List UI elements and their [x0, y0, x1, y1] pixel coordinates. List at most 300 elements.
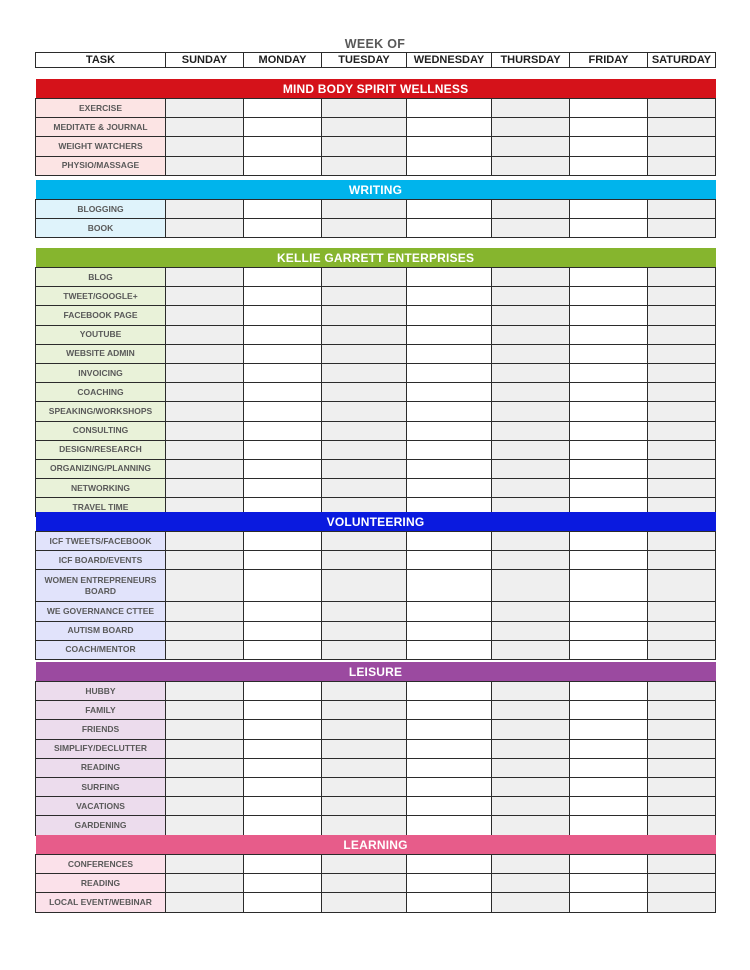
task-label: FAMILY	[36, 701, 166, 720]
day-cell-monday[interactable]	[244, 479, 322, 498]
day-cell-friday[interactable]	[570, 440, 648, 459]
day-cell-wednesday[interactable]	[407, 777, 492, 796]
day-cell-tuesday[interactable]	[322, 306, 407, 325]
day-cell-sunday[interactable]	[166, 720, 244, 739]
day-cell-thursday[interactable]	[492, 893, 570, 912]
day-cell-friday[interactable]	[570, 363, 648, 382]
day-cell-tuesday[interactable]	[322, 363, 407, 382]
day-cell-friday[interactable]	[570, 855, 648, 874]
day-cell-tuesday[interactable]	[322, 479, 407, 498]
day-cell-tuesday[interactable]	[322, 893, 407, 912]
day-cell-tuesday[interactable]	[322, 621, 407, 640]
day-cell-monday[interactable]	[244, 383, 322, 402]
day-cell-friday[interactable]	[570, 816, 648, 835]
day-cell-saturday[interactable]	[648, 874, 716, 893]
day-cell-sunday[interactable]	[166, 640, 244, 659]
day-cell-saturday[interactable]	[648, 797, 716, 816]
day-cell-saturday[interactable]	[648, 99, 716, 118]
task-row	[36, 440, 716, 459]
day-cell-friday[interactable]	[570, 200, 648, 219]
day-cell-friday[interactable]	[570, 156, 648, 175]
day-cell-sunday[interactable]	[166, 99, 244, 118]
day-cell-saturday[interactable]	[648, 893, 716, 912]
day-cell-friday[interactable]	[570, 268, 648, 287]
day-cell-monday[interactable]	[244, 640, 322, 659]
day-cell-monday[interactable]	[244, 777, 322, 796]
day-cell-saturday[interactable]	[648, 402, 716, 421]
column-header-sunday: SUNDAY	[166, 53, 244, 68]
day-cell-monday[interactable]	[244, 701, 322, 720]
day-cell-friday[interactable]	[570, 777, 648, 796]
day-cell-sunday[interactable]	[166, 621, 244, 640]
day-cell-monday[interactable]	[244, 621, 322, 640]
day-cell-saturday[interactable]	[648, 479, 716, 498]
day-cell-saturday[interactable]	[648, 532, 716, 551]
day-cell-thursday[interactable]	[492, 287, 570, 306]
column-header-monday: MONDAY	[244, 53, 322, 68]
day-cell-sunday[interactable]	[166, 570, 244, 602]
day-cell-friday[interactable]	[570, 344, 648, 363]
day-cell-saturday[interactable]	[648, 156, 716, 175]
day-cell-thursday[interactable]	[492, 219, 570, 238]
day-cell-monday[interactable]	[244, 156, 322, 175]
task-label: WOMEN ENTREPRENEURS BOARD	[36, 570, 166, 602]
day-cell-wednesday[interactable]	[407, 874, 492, 893]
day-cell-tuesday[interactable]	[322, 758, 407, 777]
task-row	[36, 893, 716, 912]
section-0-table	[35, 79, 716, 176]
day-cell-tuesday[interactable]	[322, 720, 407, 739]
day-cell-thursday[interactable]	[492, 874, 570, 893]
day-cell-thursday[interactable]	[492, 739, 570, 758]
day-cell-saturday[interactable]	[648, 570, 716, 602]
day-cell-thursday[interactable]	[492, 306, 570, 325]
day-cell-tuesday[interactable]	[322, 640, 407, 659]
day-cell-thursday[interactable]	[492, 118, 570, 137]
day-cell-monday[interactable]	[244, 440, 322, 459]
day-cell-tuesday[interactable]	[322, 874, 407, 893]
task-row	[36, 570, 716, 602]
day-cell-friday[interactable]	[570, 893, 648, 912]
day-cell-monday[interactable]	[244, 421, 322, 440]
day-cell-saturday[interactable]	[648, 682, 716, 701]
task-row	[36, 344, 716, 363]
day-cell-friday[interactable]	[570, 551, 648, 570]
day-cell-thursday[interactable]	[492, 758, 570, 777]
day-cell-saturday[interactable]	[648, 344, 716, 363]
day-cell-tuesday[interactable]	[322, 440, 407, 459]
day-cell-tuesday[interactable]	[322, 402, 407, 421]
day-cell-sunday[interactable]	[166, 363, 244, 382]
day-cell-wednesday[interactable]	[407, 682, 492, 701]
day-cell-sunday[interactable]	[166, 156, 244, 175]
day-cell-sunday[interactable]	[166, 421, 244, 440]
day-cell-monday[interactable]	[244, 325, 322, 344]
day-cell-sunday[interactable]	[166, 459, 244, 478]
task-label: FACEBOOK PAGE	[36, 306, 166, 325]
day-cell-saturday[interactable]	[648, 739, 716, 758]
day-cell-wednesday[interactable]	[407, 893, 492, 912]
day-cell-sunday[interactable]	[166, 816, 244, 835]
day-cell-monday[interactable]	[244, 363, 322, 382]
day-cell-saturday[interactable]	[648, 459, 716, 478]
task-label: HUBBY	[36, 682, 166, 701]
day-cell-thursday[interactable]	[492, 344, 570, 363]
day-cell-friday[interactable]	[570, 402, 648, 421]
day-cell-tuesday[interactable]	[322, 816, 407, 835]
day-cell-thursday[interactable]	[492, 816, 570, 835]
day-cell-wednesday[interactable]	[407, 268, 492, 287]
day-cell-saturday[interactable]	[648, 440, 716, 459]
day-cell-tuesday[interactable]	[322, 200, 407, 219]
day-cell-saturday[interactable]	[648, 118, 716, 137]
day-cell-sunday[interactable]	[166, 701, 244, 720]
day-cell-monday[interactable]	[244, 344, 322, 363]
day-cell-wednesday[interactable]	[407, 344, 492, 363]
day-cell-saturday[interactable]	[648, 268, 716, 287]
day-cell-thursday[interactable]	[492, 137, 570, 156]
section-banner: LEISURE	[36, 662, 716, 682]
header-row-table	[35, 52, 716, 68]
day-cell-friday[interactable]	[570, 99, 648, 118]
day-cell-wednesday[interactable]	[407, 363, 492, 382]
day-cell-tuesday[interactable]	[322, 570, 407, 602]
day-cell-sunday[interactable]	[166, 602, 244, 621]
day-cell-monday[interactable]	[244, 551, 322, 570]
section-banner-row	[36, 835, 716, 855]
day-cell-monday[interactable]	[244, 816, 322, 835]
section-banner-row	[36, 248, 716, 268]
day-cell-friday[interactable]	[570, 219, 648, 238]
task-label: SPEAKING/WORKSHOPS	[36, 402, 166, 421]
day-cell-wednesday[interactable]	[407, 459, 492, 478]
day-cell-friday[interactable]	[570, 640, 648, 659]
task-label: VACATIONS	[36, 797, 166, 816]
day-cell-wednesday[interactable]	[407, 602, 492, 621]
section-banner: VOLUNTEERING	[36, 512, 716, 532]
task-label: READING	[36, 874, 166, 893]
task-row	[36, 421, 716, 440]
day-cell-friday[interactable]	[570, 137, 648, 156]
day-cell-tuesday[interactable]	[322, 383, 407, 402]
day-cell-saturday[interactable]	[648, 701, 716, 720]
day-cell-friday[interactable]	[570, 701, 648, 720]
day-cell-sunday[interactable]	[166, 532, 244, 551]
day-cell-wednesday[interactable]	[407, 720, 492, 739]
day-cell-monday[interactable]	[244, 720, 322, 739]
day-cell-saturday[interactable]	[648, 777, 716, 796]
day-cell-tuesday[interactable]	[322, 268, 407, 287]
day-cell-monday[interactable]	[244, 602, 322, 621]
day-cell-tuesday[interactable]	[322, 156, 407, 175]
section-4-table	[35, 662, 716, 836]
day-cell-monday[interactable]	[244, 118, 322, 137]
day-cell-monday[interactable]	[244, 137, 322, 156]
day-cell-saturday[interactable]	[648, 363, 716, 382]
day-cell-saturday[interactable]	[648, 640, 716, 659]
day-cell-monday[interactable]	[244, 200, 322, 219]
day-cell-wednesday[interactable]	[407, 383, 492, 402]
section-2-table	[35, 248, 716, 517]
day-cell-saturday[interactable]	[648, 758, 716, 777]
day-cell-saturday[interactable]	[648, 551, 716, 570]
day-cell-friday[interactable]	[570, 874, 648, 893]
day-cell-thursday[interactable]	[492, 532, 570, 551]
day-cell-friday[interactable]	[570, 682, 648, 701]
day-cell-thursday[interactable]	[492, 363, 570, 382]
day-cell-sunday[interactable]	[166, 758, 244, 777]
day-cell-monday[interactable]	[244, 402, 322, 421]
section-banner: KELLIE GARRETT ENTERPRISES	[36, 248, 716, 268]
day-cell-monday[interactable]	[244, 268, 322, 287]
section-banner-row	[36, 662, 716, 682]
day-cell-tuesday[interactable]	[322, 325, 407, 344]
task-row	[36, 118, 716, 137]
day-cell-thursday[interactable]	[492, 268, 570, 287]
day-cell-thursday[interactable]	[492, 855, 570, 874]
day-cell-thursday[interactable]	[492, 200, 570, 219]
day-cell-monday[interactable]	[244, 758, 322, 777]
section-banner-row	[36, 180, 716, 200]
day-cell-wednesday[interactable]	[407, 137, 492, 156]
day-cell-tuesday[interactable]	[322, 682, 407, 701]
day-cell-thursday[interactable]	[492, 479, 570, 498]
day-cell-wednesday[interactable]	[407, 551, 492, 570]
day-cell-tuesday[interactable]	[322, 344, 407, 363]
day-cell-thursday[interactable]	[492, 421, 570, 440]
day-cell-thursday[interactable]	[492, 99, 570, 118]
day-cell-thursday[interactable]	[492, 383, 570, 402]
day-cell-tuesday[interactable]	[322, 855, 407, 874]
day-cell-sunday[interactable]	[166, 797, 244, 816]
day-cell-wednesday[interactable]	[407, 479, 492, 498]
task-label: DESIGN/RESEARCH	[36, 440, 166, 459]
day-cell-thursday[interactable]	[492, 156, 570, 175]
day-cell-tuesday[interactable]	[322, 602, 407, 621]
day-cell-wednesday[interactable]	[407, 156, 492, 175]
day-cell-saturday[interactable]	[648, 855, 716, 874]
task-row	[36, 383, 716, 402]
day-cell-friday[interactable]	[570, 758, 648, 777]
day-cell-monday[interactable]	[244, 306, 322, 325]
day-cell-friday[interactable]	[570, 306, 648, 325]
day-cell-sunday[interactable]	[166, 287, 244, 306]
day-cell-tuesday[interactable]	[322, 421, 407, 440]
task-label: LOCAL EVENT/WEBINAR	[36, 893, 166, 912]
day-cell-monday[interactable]	[244, 570, 322, 602]
day-cell-monday[interactable]	[244, 797, 322, 816]
task-label: YOUTUBE	[36, 325, 166, 344]
day-cell-thursday[interactable]	[492, 570, 570, 602]
task-row	[36, 200, 716, 219]
day-cell-wednesday[interactable]	[407, 855, 492, 874]
day-cell-saturday[interactable]	[648, 137, 716, 156]
day-cell-saturday[interactable]	[648, 200, 716, 219]
day-cell-sunday[interactable]	[166, 874, 244, 893]
day-cell-thursday[interactable]	[492, 621, 570, 640]
day-cell-sunday[interactable]	[166, 402, 244, 421]
task-label: INVOICING	[36, 363, 166, 382]
day-cell-thursday[interactable]	[492, 720, 570, 739]
task-row	[36, 325, 716, 344]
day-cell-monday[interactable]	[244, 287, 322, 306]
day-cell-wednesday[interactable]	[407, 816, 492, 835]
day-cell-monday[interactable]	[244, 874, 322, 893]
day-cell-wednesday[interactable]	[407, 306, 492, 325]
day-cell-sunday[interactable]	[166, 383, 244, 402]
day-cell-friday[interactable]	[570, 118, 648, 137]
day-cell-tuesday[interactable]	[322, 287, 407, 306]
section-banner: WRITING	[36, 180, 716, 200]
day-cell-sunday[interactable]	[166, 777, 244, 796]
day-cell-sunday[interactable]	[166, 200, 244, 219]
day-cell-sunday[interactable]	[166, 268, 244, 287]
task-label: TWEET/GOOGLE+	[36, 287, 166, 306]
day-cell-monday[interactable]	[244, 682, 322, 701]
day-cell-tuesday[interactable]	[322, 777, 407, 796]
task-row	[36, 306, 716, 325]
day-cell-sunday[interactable]	[166, 219, 244, 238]
task-label: AUTISM BOARD	[36, 621, 166, 640]
day-cell-tuesday[interactable]	[322, 551, 407, 570]
day-cell-monday[interactable]	[244, 532, 322, 551]
day-cell-wednesday[interactable]	[407, 219, 492, 238]
day-cell-wednesday[interactable]	[407, 402, 492, 421]
day-cell-saturday[interactable]	[648, 816, 716, 835]
day-cell-saturday[interactable]	[648, 621, 716, 640]
day-cell-wednesday[interactable]	[407, 99, 492, 118]
day-cell-monday[interactable]	[244, 739, 322, 758]
day-cell-sunday[interactable]	[166, 118, 244, 137]
week-of-title: WEEK OF	[344, 37, 406, 51]
day-cell-monday[interactable]	[244, 459, 322, 478]
day-cell-monday[interactable]	[244, 855, 322, 874]
day-cell-sunday[interactable]	[166, 682, 244, 701]
section-banner: MIND BODY SPIRIT WELLNESS	[36, 79, 716, 99]
day-cell-monday[interactable]	[244, 893, 322, 912]
day-cell-thursday[interactable]	[492, 682, 570, 701]
task-row	[36, 137, 716, 156]
day-cell-thursday[interactable]	[492, 701, 570, 720]
day-cell-saturday[interactable]	[648, 421, 716, 440]
day-cell-saturday[interactable]	[648, 287, 716, 306]
day-cell-wednesday[interactable]	[407, 325, 492, 344]
day-cell-sunday[interactable]	[166, 440, 244, 459]
day-cell-monday[interactable]	[244, 99, 322, 118]
task-row	[36, 621, 716, 640]
day-cell-friday[interactable]	[570, 570, 648, 602]
day-cell-saturday[interactable]	[648, 720, 716, 739]
day-cell-wednesday[interactable]	[407, 570, 492, 602]
day-cell-sunday[interactable]	[166, 479, 244, 498]
day-cell-wednesday[interactable]	[407, 701, 492, 720]
task-label: BOOK	[36, 219, 166, 238]
day-cell-tuesday[interactable]	[322, 739, 407, 758]
day-cell-friday[interactable]	[570, 479, 648, 498]
day-cell-friday[interactable]	[570, 383, 648, 402]
day-cell-wednesday[interactable]	[407, 797, 492, 816]
day-cell-thursday[interactable]	[492, 440, 570, 459]
day-cell-tuesday[interactable]	[322, 99, 407, 118]
day-cell-friday[interactable]	[570, 325, 648, 344]
task-row	[36, 855, 716, 874]
day-cell-friday[interactable]	[570, 797, 648, 816]
day-cell-thursday[interactable]	[492, 325, 570, 344]
day-cell-sunday[interactable]	[166, 137, 244, 156]
day-cell-saturday[interactable]	[648, 219, 716, 238]
day-cell-thursday[interactable]	[492, 459, 570, 478]
day-cell-wednesday[interactable]	[407, 421, 492, 440]
day-cell-friday[interactable]	[570, 287, 648, 306]
day-cell-sunday[interactable]	[166, 855, 244, 874]
task-label: EXERCISE	[36, 99, 166, 118]
day-cell-monday[interactable]	[244, 219, 322, 238]
task-row	[36, 816, 716, 835]
task-label: NETWORKING	[36, 479, 166, 498]
task-row	[36, 551, 716, 570]
day-cell-sunday[interactable]	[166, 325, 244, 344]
day-cell-saturday[interactable]	[648, 602, 716, 621]
day-cell-thursday[interactable]	[492, 402, 570, 421]
day-cell-sunday[interactable]	[166, 893, 244, 912]
day-cell-sunday[interactable]	[166, 306, 244, 325]
day-cell-friday[interactable]	[570, 459, 648, 478]
day-cell-tuesday[interactable]	[322, 701, 407, 720]
day-cell-tuesday[interactable]	[322, 532, 407, 551]
task-label: BLOGGING	[36, 200, 166, 219]
day-cell-wednesday[interactable]	[407, 739, 492, 758]
day-cell-wednesday[interactable]	[407, 287, 492, 306]
day-cell-thursday[interactable]	[492, 602, 570, 621]
day-cell-saturday[interactable]	[648, 383, 716, 402]
day-cell-wednesday[interactable]	[407, 758, 492, 777]
day-cell-tuesday[interactable]	[322, 459, 407, 478]
day-cell-friday[interactable]	[570, 621, 648, 640]
column-header-saturday: SATURDAY	[648, 53, 716, 68]
day-cell-friday[interactable]	[570, 602, 648, 621]
day-cell-tuesday[interactable]	[322, 797, 407, 816]
day-cell-tuesday[interactable]	[322, 118, 407, 137]
day-cell-wednesday[interactable]	[407, 532, 492, 551]
task-label: READING	[36, 758, 166, 777]
day-cell-wednesday[interactable]	[407, 200, 492, 219]
day-cell-tuesday[interactable]	[322, 219, 407, 238]
day-cell-friday[interactable]	[570, 421, 648, 440]
task-row	[36, 602, 716, 621]
day-cell-friday[interactable]	[570, 532, 648, 551]
day-cell-saturday[interactable]	[648, 325, 716, 344]
day-cell-thursday[interactable]	[492, 797, 570, 816]
day-cell-wednesday[interactable]	[407, 118, 492, 137]
day-cell-wednesday[interactable]	[407, 621, 492, 640]
task-label: PHYSIO/MASSAGE	[36, 156, 166, 175]
day-cell-thursday[interactable]	[492, 551, 570, 570]
day-cell-thursday[interactable]	[492, 640, 570, 659]
day-cell-sunday[interactable]	[166, 739, 244, 758]
day-cell-sunday[interactable]	[166, 551, 244, 570]
day-cell-saturday[interactable]	[648, 306, 716, 325]
day-cell-thursday[interactable]	[492, 777, 570, 796]
day-cell-wednesday[interactable]	[407, 640, 492, 659]
task-row	[36, 777, 716, 796]
day-cell-wednesday[interactable]	[407, 440, 492, 459]
day-cell-friday[interactable]	[570, 720, 648, 739]
section-5-table	[35, 835, 716, 913]
column-header-task: TASK	[36, 53, 166, 68]
day-cell-friday[interactable]	[570, 739, 648, 758]
day-cell-tuesday[interactable]	[322, 137, 407, 156]
day-cell-sunday[interactable]	[166, 344, 244, 363]
